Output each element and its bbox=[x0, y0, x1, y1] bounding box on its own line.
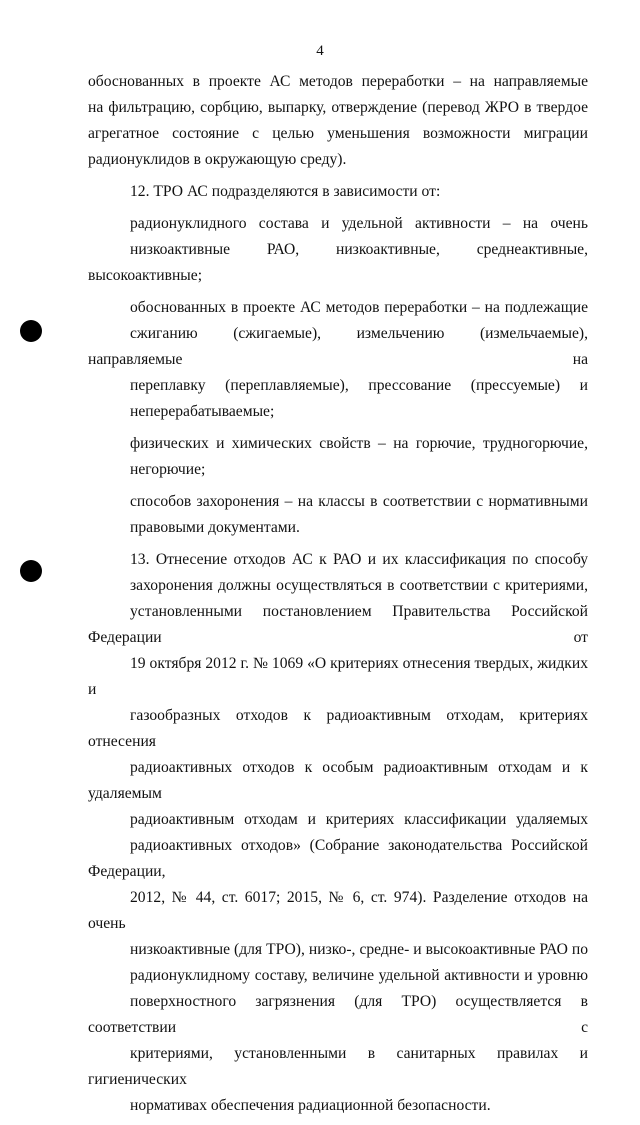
text-line: радиоактивных отходов к особым радиоактивным отходам и к удаляемым bbox=[88, 759, 588, 802]
text-line: радиоактивным отходам и критериях классификации удаляемых bbox=[130, 811, 588, 828]
paragraph bbox=[88, 295, 588, 425]
text-line: правовыми документами. bbox=[130, 519, 300, 536]
text-line: критериями, установленными в санитарных правилах и гигиенических bbox=[88, 1045, 588, 1088]
text-line: радиоактивных отходов» (Собрание законодательства Российской Федерации, bbox=[88, 837, 588, 880]
text-line: установленными постановлением Правительства Российской Федерации от bbox=[88, 603, 588, 646]
text-line: радионуклидов в окружающую среду). bbox=[88, 151, 347, 168]
text-line: радионуклидному составу, величине удельной активности и уровню bbox=[130, 967, 588, 984]
text-line: низкоактивные РАО, низкоактивные, среднеактивные, высокоактивные; bbox=[88, 241, 588, 284]
text-line: обоснованных в проекте АС методов переработки – на направляемые bbox=[88, 73, 588, 90]
text-line: газообразных отходов к радиоактивным отходам, критериях отнесения bbox=[88, 707, 588, 750]
paragraph bbox=[88, 69, 588, 173]
text-line: 13. Отнесение отходов АС к РАО и их классификация по способу bbox=[130, 551, 588, 568]
punch-hole-mark bbox=[20, 560, 42, 582]
text-line: нормативах обеспечения радиационной безопасности. bbox=[130, 1097, 491, 1114]
text-line: обоснованных в проекте АС методов переработки – на подлежащие bbox=[130, 299, 588, 316]
text-line: способов захоронения – на классы в соответствии с нормативными bbox=[130, 493, 588, 510]
text-line: неперерабатываемые; bbox=[130, 403, 275, 420]
page-number: 4 bbox=[316, 43, 324, 59]
paragraph bbox=[88, 547, 588, 1119]
document-body bbox=[88, 69, 588, 1125]
text-line: радионуклидного состава и удельной активности – на очень bbox=[130, 215, 588, 232]
paragraph bbox=[88, 211, 588, 289]
text-line: физических и химических свойств – на горючие, трудногорючие, bbox=[130, 435, 588, 452]
punch-hole-mark bbox=[20, 320, 42, 342]
paragraph bbox=[88, 179, 588, 205]
paragraph bbox=[88, 489, 588, 541]
text-line: поверхностного загрязнения (для ТРО) осуществляется в соответствии с bbox=[88, 993, 588, 1036]
paragraph bbox=[88, 431, 588, 483]
text-line: негорючие; bbox=[130, 461, 206, 478]
text-line: 12. ТРО АС подразделяются в зависимости от: bbox=[130, 183, 441, 200]
text-line: 2012, № 44, ст. 6017; 2015, № 6, ст. 974). Разделение отходов на очень bbox=[88, 889, 588, 932]
text-line: сжиганию (сжигаемые), измельчению (измельчаемые), направляемые на bbox=[88, 325, 588, 368]
text-line: переплавку (переплавляемые), прессование (прессуемые) и bbox=[130, 377, 588, 394]
text-line: на фильтрацию, сорбцию, выпарку, отверждение (перевод ЖРО в твердое bbox=[88, 99, 588, 116]
text-line: низкоактивные (для ТРО), низко-, средне- и высокоактивные РАО по bbox=[130, 941, 588, 958]
text-line: захоронения должны осуществляться в соответствии с критериями, bbox=[130, 577, 588, 594]
text-line: агрегатное состояние с целью уменьшения возможности миграции bbox=[88, 125, 588, 142]
text-line: 19 октября 2012 г. № 1069 «О критериях отнесения твердых, жидких и bbox=[88, 655, 588, 698]
